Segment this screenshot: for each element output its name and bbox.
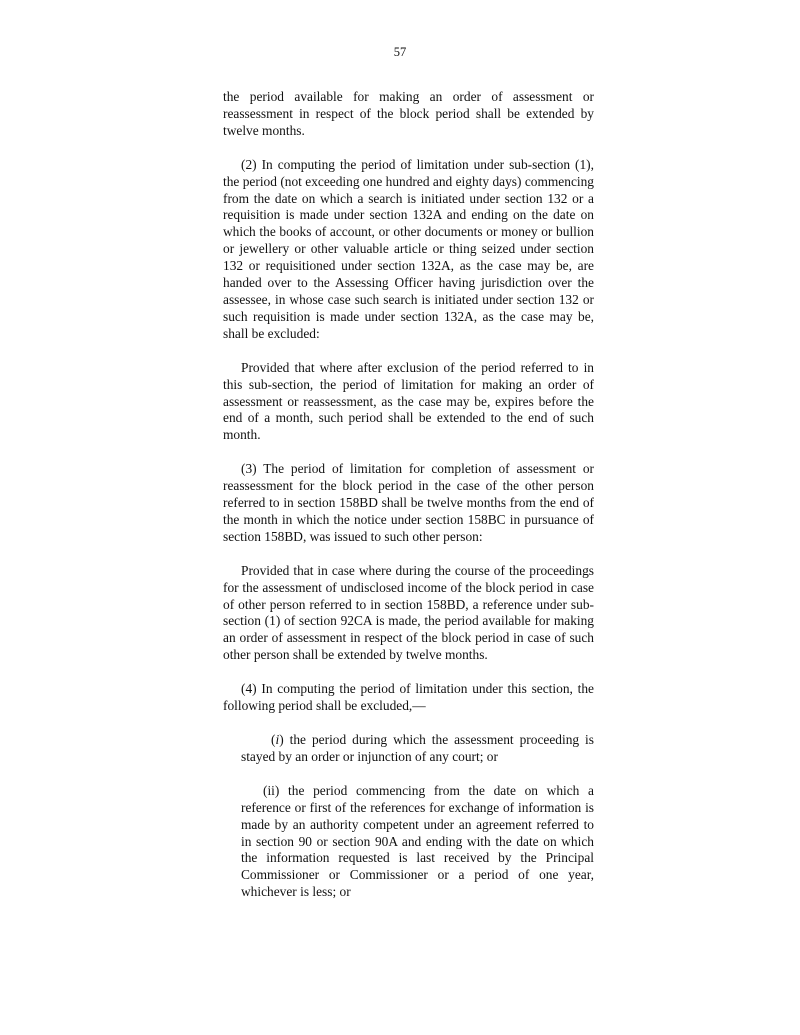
page-number: 57: [393, 45, 407, 59]
clause-i-text: the period during which the assessment proceeding is stayed by an order or injunction of any court; or: [241, 732, 594, 764]
clause-i-label: i: [275, 732, 280, 747]
proviso-subsection-3: Provided that in case where during the course of the proceedings for the assessment of undisclosed income of the block period in case of other person referred to in section 158BD, a reference under sub-section (1) of section 92CA is made, the period available for making an order of assessment in respect of the block period in case of such other person shall be extended by twelve months.: [223, 562, 594, 663]
paragraph-subsection-2: (2) In computing the period of limitation under sub-section (1), the period (not exceeding one hundred and eighty days) commencing from the date on which a search is initiated under section 132 or a requisition is made under section 132A and ending on the date on which the books of account, or other documents or money or bullion or jewellery or other valuable article or thing seized under section 132 or requisitioned under section 132A, as the case may be, are handed over to the Assessing Officer having jurisdiction over the assessee, in whose case such search is initiated under section 132 or such requisition is made under section 132A, as the case may be, shall be excluded:: [223, 156, 594, 341]
paragraph-subsection-4: (4) In computing the period of limitation under this section, the following period shall be excluded,—: [223, 681, 594, 714]
clause-ii: (ii) the period commencing from the date on which a reference or first of the references for exchange of information is made by an authority competent under an agreement referred to in section 90 or section 90A and ending with the date on which the information requested is last received by the Principal Commissioner or Commissioner or a period of one year, whichever is less; or: [241, 782, 594, 900]
document-body: [223, 89, 594, 901]
paragraph-subsection-3: (3) The period of limitation for completion of assessment or reassessment for the block period in the case of the other person referred to in section 158BD shall be twelve months from the end of the month in which the notice under section 158BC in pursuance of section 158BD, was issued to such other person:: [223, 461, 594, 544]
paragraph-intro: the period available for making an order of assessment or reassessment in respect of the block period shall be extended by twelve months.: [223, 89, 594, 138]
clause-i: (i) the period during which the assessment proceeding is stayed by an order or injunction of any court; or: [241, 732, 594, 764]
proviso-subsection-2: Provided that where after exclusion of the period referred to in this sub-section, the period of limitation for making an order of assessment or reassessment, as the case may be, expires before the end of a month, such period shall be extended to the end of such month.: [223, 359, 594, 443]
